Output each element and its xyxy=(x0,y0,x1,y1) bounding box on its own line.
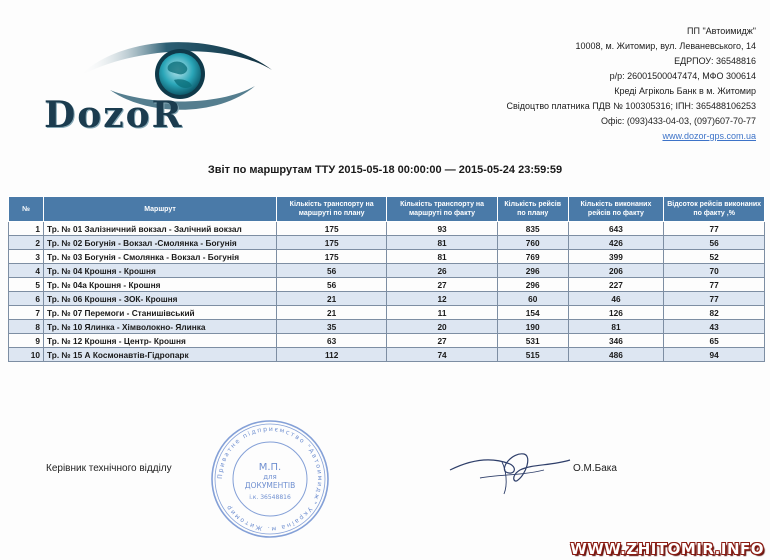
actual-vehicles: 27 xyxy=(387,334,498,348)
actual-vehicles: 74 xyxy=(387,348,498,362)
table-row xyxy=(9,334,765,348)
table-row xyxy=(9,250,765,264)
percent-completed: 94 xyxy=(664,348,765,362)
route-name: Тр. № 04а Крошня - Крошня xyxy=(44,278,277,292)
percent-completed: 56 xyxy=(664,236,765,250)
company-edrpou: ЕДРПОУ: 36548816 xyxy=(674,56,756,66)
company-bank-name: Креді Агріколь Банк в м. Житомир xyxy=(614,86,756,96)
route-name: Тр. № 06 Крошня - ЗОК- Крошня xyxy=(44,292,277,306)
planned-vehicles: 56 xyxy=(277,278,387,292)
company-details xyxy=(336,24,756,144)
stamp-ring-text: Приватне підприємство "Автоимидж" Україна м. Житомир xyxy=(216,425,324,533)
header-actual-vehicles: Кількість транспорту на маршруті по факту xyxy=(387,197,498,222)
route-name: Тр. № 12 Крошня - Центр- Крошня xyxy=(44,334,277,348)
percent-completed: 82 xyxy=(664,306,765,320)
row-number: 7 xyxy=(9,306,44,320)
table-row xyxy=(9,222,765,236)
site-watermark: WWW.ZHITOMIR.INFO xyxy=(570,540,764,558)
planned-trips: 60 xyxy=(497,292,568,306)
stamp-code-text: і.к. 36548816 xyxy=(249,494,291,501)
actual-trips: 399 xyxy=(568,250,664,264)
route-name: Тр. № 15 А Космонавтів-Гідропарк xyxy=(44,348,277,362)
actual-vehicles: 20 xyxy=(387,320,498,334)
planned-trips: 769 xyxy=(497,250,568,264)
handwritten-signature xyxy=(440,440,580,500)
row-number: 4 xyxy=(9,264,44,278)
row-number: 10 xyxy=(9,348,44,362)
signer-name: О.М.Бака xyxy=(573,463,617,474)
percent-completed: 77 xyxy=(664,292,765,306)
route-name: Тр. № 04 Крошня - Крошня xyxy=(44,264,277,278)
actual-vehicles: 11 xyxy=(387,306,498,320)
table-header-row xyxy=(9,197,765,222)
table-row xyxy=(9,306,765,320)
actual-trips: 227 xyxy=(568,278,664,292)
route-name: Тр. № 02 Богунія - Вокзал -Смолянка - Богунія xyxy=(44,236,277,250)
table-row xyxy=(9,320,765,334)
percent-completed: 52 xyxy=(664,250,765,264)
header-percent-completed: Відсоток рейсів виконаних по факту ,% xyxy=(664,197,765,222)
planned-vehicles: 175 xyxy=(277,236,387,250)
actual-trips: 643 xyxy=(568,222,664,236)
row-number: 2 xyxy=(9,236,44,250)
company-vat-certificate: Свідоцтво платника ПДВ № 100305316; ІПН: 365488106253 xyxy=(506,101,756,111)
actual-trips: 81 xyxy=(568,320,664,334)
header-planned-vehicles: Кількість транспорту на маршруті по плану xyxy=(277,197,387,222)
row-number: 8 xyxy=(9,320,44,334)
signer-position: Керівник технічного відділу xyxy=(46,463,172,474)
route-name: Тр. № 01 Залізничний вокзал - Залічний вокзал xyxy=(44,222,277,236)
actual-trips: 46 xyxy=(568,292,664,306)
header-planned-trips: Кількість рейсів по плану xyxy=(497,197,568,222)
table-row xyxy=(9,236,765,250)
actual-trips: 206 xyxy=(568,264,664,278)
actual-vehicles: 27 xyxy=(387,278,498,292)
row-number: 5 xyxy=(9,278,44,292)
table-row xyxy=(9,292,765,306)
planned-trips: 154 xyxy=(497,306,568,320)
company-website-link[interactable]: www.dozor-gps.com.ua xyxy=(662,131,756,141)
routes-report-table xyxy=(8,196,765,362)
company-bank-account: р/р: 26001500047474, МФО 300614 xyxy=(609,71,756,81)
company-address: 10008, м. Житомир, вул. Леваневського, 14 xyxy=(575,41,756,51)
planned-vehicles: 63 xyxy=(277,334,387,348)
planned-trips: 190 xyxy=(497,320,568,334)
planned-vehicles: 21 xyxy=(277,306,387,320)
table-row xyxy=(9,278,765,292)
actual-vehicles: 93 xyxy=(387,222,498,236)
row-number: 3 xyxy=(9,250,44,264)
route-name: Тр. № 10 Ялинка - Хімволокно- Ялинка xyxy=(44,320,277,334)
actual-vehicles: 26 xyxy=(387,264,498,278)
actual-vehicles: 12 xyxy=(387,292,498,306)
planned-trips: 531 xyxy=(497,334,568,348)
percent-completed: 77 xyxy=(664,222,765,236)
percent-completed: 77 xyxy=(664,278,765,292)
actual-vehicles: 81 xyxy=(387,236,498,250)
planned-vehicles: 175 xyxy=(277,250,387,264)
row-number: 6 xyxy=(9,292,44,306)
company-phones: Офіс: (093)433-04-03, (097)607-70-77 xyxy=(601,116,756,126)
table-row xyxy=(9,264,765,278)
planned-trips: 760 xyxy=(497,236,568,250)
stamp-mp-text: М.П. xyxy=(258,462,282,473)
stamp-for-text: для xyxy=(263,473,277,481)
planned-vehicles: 112 xyxy=(277,348,387,362)
planned-trips: 835 xyxy=(497,222,568,236)
planned-trips: 296 xyxy=(497,278,568,292)
planned-trips: 515 xyxy=(497,348,568,362)
report-title: Звіт по маршрутам ТТУ 2015-05-18 00:00:00 — 2015-05-24 23:59:59 xyxy=(207,164,563,176)
actual-trips: 486 xyxy=(568,348,664,362)
header-number: № xyxy=(9,197,44,222)
header-route: Маршрут xyxy=(44,197,277,222)
planned-vehicles: 35 xyxy=(277,320,387,334)
route-name: Тр. № 03 Богунія - Смолянка - Вокзал - Богунія xyxy=(44,250,277,264)
row-number: 1 xyxy=(9,222,44,236)
planned-vehicles: 175 xyxy=(277,222,387,236)
company-stamp xyxy=(208,417,332,541)
row-number: 9 xyxy=(9,334,44,348)
actual-vehicles: 81 xyxy=(387,250,498,264)
percent-completed: 65 xyxy=(664,334,765,348)
header-actual-trips: Кількість виконаних рейсів по факту xyxy=(568,197,664,222)
company-name: ПП "Автоимидж" xyxy=(687,26,756,36)
table-row xyxy=(9,348,765,362)
percent-completed: 70 xyxy=(664,264,765,278)
planned-trips: 296 xyxy=(497,264,568,278)
planned-vehicles: 21 xyxy=(277,292,387,306)
planned-vehicles: 56 xyxy=(277,264,387,278)
stamp-documents-text: ДОКУМЕНТІВ xyxy=(244,481,296,490)
actual-trips: 426 xyxy=(568,236,664,250)
route-name: Тр. № 07 Перемоги - Станишівський xyxy=(44,306,277,320)
actual-trips: 126 xyxy=(568,306,664,320)
percent-completed: 43 xyxy=(664,320,765,334)
logo-wordmark: DozoR xyxy=(44,94,184,136)
actual-trips: 346 xyxy=(568,334,664,348)
